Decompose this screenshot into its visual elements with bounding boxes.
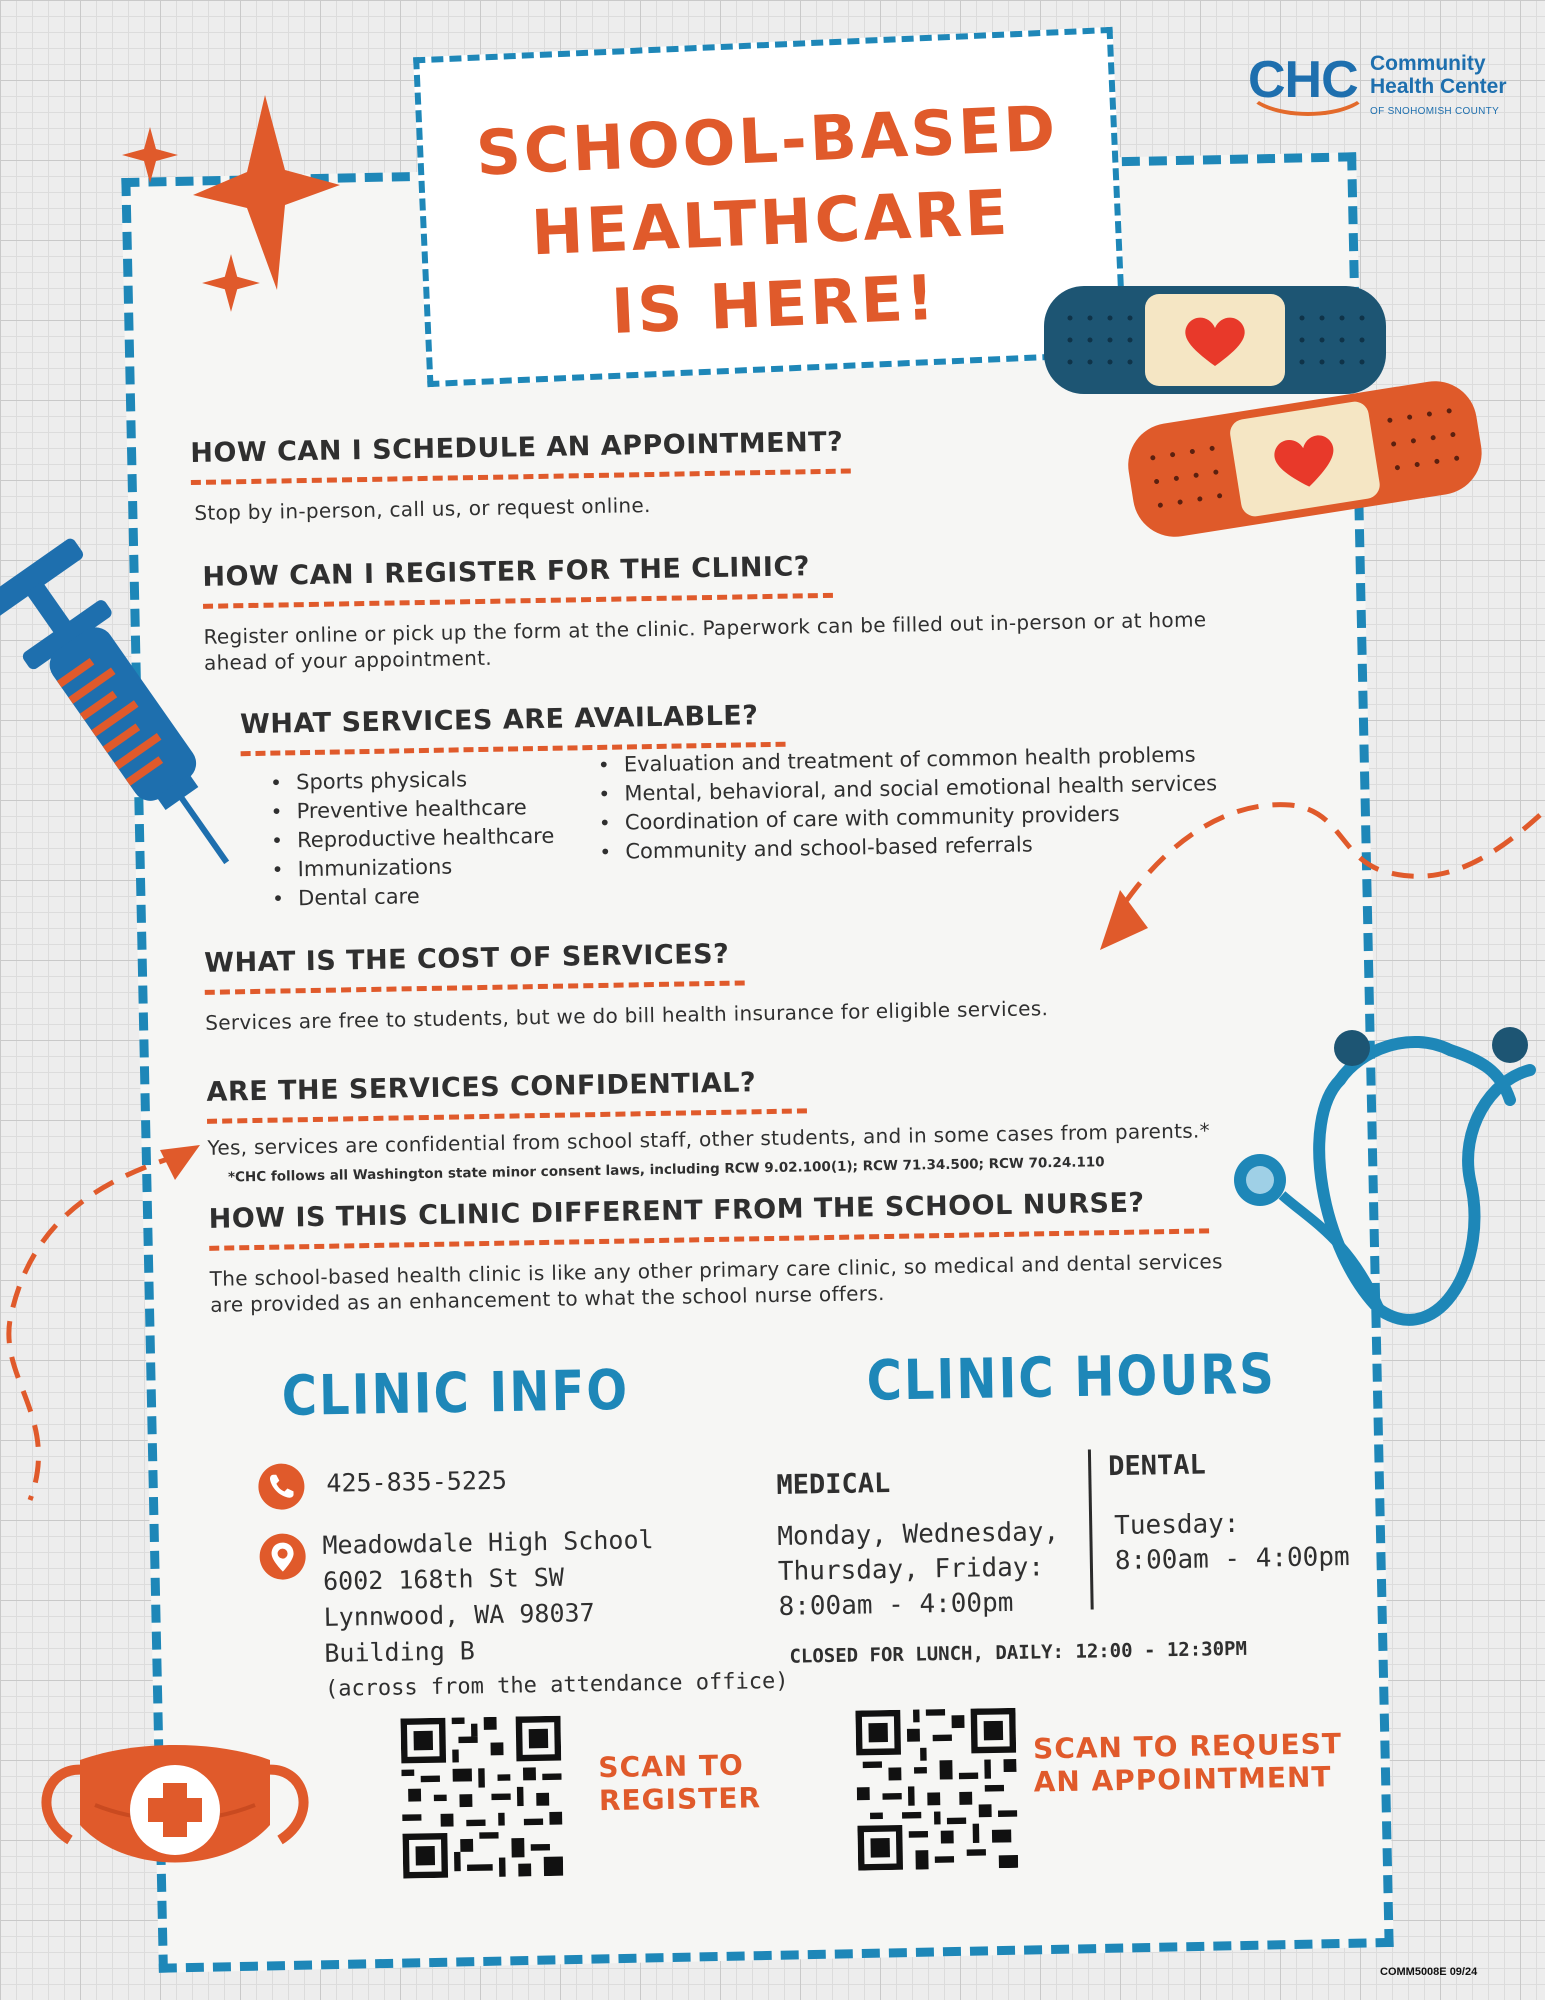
list-item: • Reproductive healthcare (267, 822, 555, 856)
address-line: Lynnwood, WA 98037 (323, 1598, 595, 1632)
dental-hours (1114, 1505, 1350, 1579)
faq-question-schedule: HOW CAN I SCHEDULE AN APPOINTMENT? (190, 426, 844, 470)
faq-answer-schedule: Stop by in-person, call us, or request online. (194, 493, 651, 525)
question-underline (191, 469, 851, 486)
logo-abbr: CHC (1248, 51, 1358, 109)
faq-question-cost: WHAT IS THE COST OF SERVICES? (204, 938, 730, 979)
title-line-3: IS HERE! (609, 260, 939, 348)
phone-icon (258, 1463, 305, 1510)
hours-line: Monday, Wednesday, (777, 1517, 1060, 1552)
address-line: 6002 168th St SW (322, 1562, 565, 1596)
dental-label: DENTAL (1107, 1449, 1206, 1483)
list-item: • Coordination of care with community providers (595, 798, 1218, 838)
scan-label-line: REGISTER (598, 1781, 762, 1818)
clinic-phone-number[interactable]: 425-835-5225 (326, 1465, 508, 1498)
hours-line: 8:00am - 4:00pm (1114, 1541, 1350, 1577)
faq-answer-confidential: Yes, services are confidential from school staff, other students, and in some cases from parents.* (207, 1118, 1211, 1160)
faq-question-nurse: HOW IS THIS CLINIC DIFFERENT FROM THE SCHOOL NURSE? (208, 1187, 1145, 1235)
legal-footnote: *CHC follows all Washington state minor consent laws, including RCW 9.02.100(1); RCW 71.34.500; RCW 70.24.110 (227, 1154, 1105, 1186)
services-list-right (594, 740, 1219, 867)
address-line: Building B (324, 1636, 476, 1668)
scan-to-request-label (1033, 1727, 1343, 1798)
medical-hours (777, 1515, 1061, 1625)
faq-answer-nurse: The school-based health clinic is like any other primary care clinic, so medical and dental services are provided as an enhancement to what the school nurse offers. (209, 1249, 1223, 1317)
faq-answer-register: Register online or pick up the form at the clinic. Paperwork can be filled out in-person or at home ahead of your appointment. (203, 607, 1207, 675)
scan-label-line: SCAN TO REQUEST (1032, 1727, 1343, 1766)
title-line-1: SCHOOL-BASED (474, 91, 1060, 190)
address-line: (across from the attendance office) (324, 1668, 789, 1702)
hours-line: 8:00am - 4:00pm (778, 1587, 1014, 1622)
scan-label-line: AN APPOINTMENT (1033, 1760, 1332, 1799)
list-item: • Sports physicals (266, 764, 554, 798)
list-item: • Immunizations (267, 851, 555, 885)
list-item: • Dental care (268, 880, 556, 914)
clinic-address (322, 1520, 789, 1708)
list-item: • Preventive healthcare (266, 793, 554, 827)
question-underline (203, 593, 833, 609)
question-underline (207, 1108, 807, 1123)
logo-sub: OF SNOHOMISH COUNTY (1370, 106, 1500, 117)
document-code: COMM5008E 09/24 (1380, 1966, 1478, 1978)
list-item: • Mental, behavioral, and social emotional health services (594, 769, 1217, 809)
clinic-hours-heading: CLINIC HOURS (866, 1342, 1277, 1414)
faq-question-services: WHAT SERVICES ARE AVAILABLE? (239, 700, 759, 741)
question-underline (205, 980, 745, 994)
logo-name-line-1: Community (1370, 52, 1486, 75)
clinic-info-heading: CLINIC INFO (281, 1358, 630, 1429)
scan-label-line: SCAN TO (598, 1748, 745, 1785)
faq-question-confidential: ARE THE SERVICES CONFIDENTIAL? (206, 1067, 757, 1108)
services-list-left (266, 764, 556, 914)
lunch-closure-note: CLOSED FOR LUNCH, DAILY: 12:00 - 12:30PM (789, 1637, 1248, 1668)
hours-divider (1088, 1449, 1094, 1609)
logo-name-line-2: Health Center (1370, 75, 1507, 98)
faq-question-register: HOW CAN I REGISTER FOR THE CLINIC? (202, 551, 811, 593)
qr-code-icon[interactable] (400, 1716, 563, 1879)
title-line-2: HEALTHCARE (529, 175, 1012, 270)
hours-line: Tuesday: (1113, 1508, 1240, 1542)
faq-answer-cost: Services are free to students, but we do bill health insurance for eligible services. (205, 996, 1049, 1035)
list-item: • Evaluation and treatment of common health problems (594, 740, 1217, 780)
address-line: Meadowdale High School (322, 1525, 654, 1560)
location-pin-icon (259, 1533, 306, 1580)
qr-code-icon[interactable] (855, 1708, 1018, 1871)
list-item: • Community and school-based referrals (595, 827, 1218, 867)
scan-to-register-label (598, 1748, 761, 1817)
medical-label: MEDICAL (776, 1467, 891, 1501)
hours-line: Thursday, Friday: (777, 1552, 1045, 1587)
